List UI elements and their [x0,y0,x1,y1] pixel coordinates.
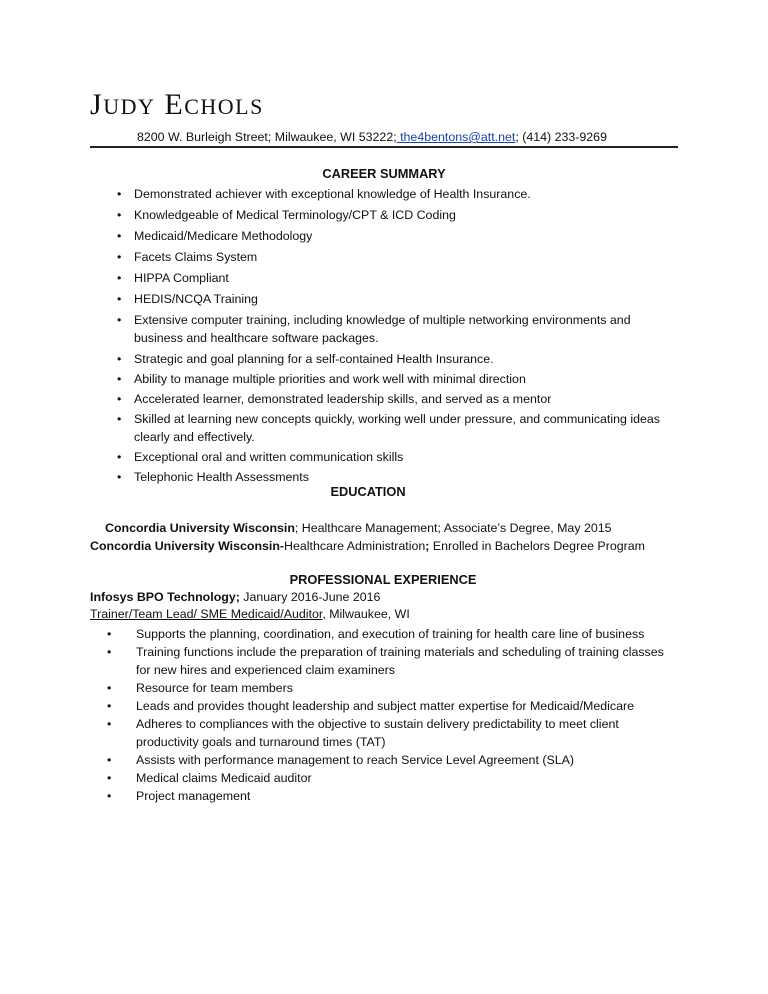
bullet-icon: • [117,250,122,264]
job-title: Trainer/Team Lead/ SME Medicaid/Auditor [90,607,323,621]
list-item [107,625,676,643]
list-item [117,290,674,308]
address: 8200 W. Burleigh Street; Milwaukee, WI 53222; [137,130,397,144]
email-link[interactable]: the4bentons@att.net [396,130,516,144]
bullet-icon: • [117,372,122,386]
bullet-icon: • [117,208,122,222]
bullet-icon: • [107,753,112,767]
bullet-icon: • [107,645,112,659]
list-item [117,370,674,388]
bullet-icon: • [117,470,122,484]
job-location: , Milwaukee, WI [322,607,410,621]
list-item [117,248,674,266]
bullet-icon: • [117,271,122,285]
career-summary-list [117,185,674,486]
bullet-icon: • [117,450,122,464]
list-item-text: Training functions include the preparation of training materials and scheduling of training classes for new hires and experienced claim examiners [136,645,664,677]
company-name: Infosys BPO Technology; [90,590,240,604]
list-item-text: HEDIS/NCQA Training [134,292,258,306]
bullet-icon: • [107,699,112,713]
career-summary-heading: CAREER SUMMARY [322,166,446,181]
education-field: Healthcare Administration [284,539,426,553]
list-item-text: Assists with performance management to reach Service Level Agreement (SLA) [136,753,575,767]
list-item-text: Skilled at learning new concepts quickly, working well under pressure, and communicating ideas clearly and effectively. [134,412,660,444]
school-name: Concordia University Wisconsin- [90,539,285,553]
list-item-text: Accelerated learner, demonstrated leadership skills, and served as a mentor [134,392,552,406]
list-item [107,769,676,787]
bullet-icon: • [117,352,122,366]
list-item-text: Resource for team members [136,681,294,695]
list-item [117,206,674,224]
education-heading: EDUCATION [330,484,406,499]
bullet-icon: • [117,392,122,406]
phone: ; (414) 233-9269 [515,130,607,144]
list-item [107,751,676,769]
bullet-icon: • [107,717,112,731]
list-item-text: Extensive computer training, including knowledge of multiple networking environments and business and healthcare software packages. [134,313,631,345]
list-item-text: Exceptional oral and written communication skills [134,450,404,464]
list-item [117,390,674,408]
list-item [107,697,676,715]
experience-duties-list [107,625,676,805]
list-item-text: Project management [136,789,251,803]
bullet-icon: • [107,771,112,785]
list-item [117,269,674,287]
bullet-icon: • [117,187,122,201]
education-entry: Concordia University Wisconsin-Healthcare Administration; Enrolled in Bachelors Degree Program [90,539,645,553]
job-dates: January 2016-June 2016 [239,590,381,604]
school-name: Concordia University Wisconsin [105,521,295,535]
candidate-name: JUDY ECHOLS [90,88,264,121]
list-item-text: Leads and provides thought leadership and subject matter expertise for Medicaid/Medicare [136,699,634,713]
list-item-text: Supports the planning, coordination, and execution of training for health care line of business [136,627,645,641]
job-company-line [90,590,380,604]
header-divider [90,146,678,148]
bullet-icon: • [107,681,112,695]
bullet-icon: • [117,229,122,243]
list-item-text: Telephonic Health Assessments [134,470,309,484]
list-item-text: Adheres to compliances with the objective to sustain delivery predictability to meet client productivity goals and turnaround times (TAT) [136,717,619,749]
list-item-text: Demonstrated achiever with exceptional knowledge of Health Insurance. [134,187,531,201]
list-item [107,787,676,805]
list-item [107,715,676,751]
list-item [117,448,674,466]
list-item-text: Medicaid/Medicare Methodology [134,229,313,243]
experience-heading: PROFESSIONAL EXPERIENCE [289,572,477,587]
list-item-text: Knowledgeable of Medical Terminology/CPT & ICD Coding [134,208,456,222]
list-item [117,410,674,446]
list-item-text: Facets Claims System [134,250,258,264]
list-item [107,679,676,697]
list-item [117,185,674,203]
job-title-line [90,607,410,621]
bullet-icon: • [107,627,112,641]
education-detail: Enrolled in Bachelors Degree Program [429,539,645,553]
education-entry [105,521,612,535]
list-item [107,643,676,679]
list-item-text: Strategic and goal planning for a self-contained Health Insurance. [134,352,494,366]
list-item-text: HIPPA Compliant [134,271,229,285]
list-item [117,350,674,368]
contact-line [137,130,607,144]
list-item-text: Ability to manage multiple priorities and work well with minimal direction [134,372,526,386]
education-detail: ; Healthcare Management; Associate’s Degree, May 2015 [294,521,612,535]
list-item [117,311,674,347]
bullet-icon: • [117,292,122,306]
bullet-icon: • [107,789,112,803]
list-item-text: Medical claims Medicaid auditor [136,771,312,785]
list-item [117,227,674,245]
bullet-icon: • [117,412,122,426]
bullet-icon: • [117,313,122,327]
